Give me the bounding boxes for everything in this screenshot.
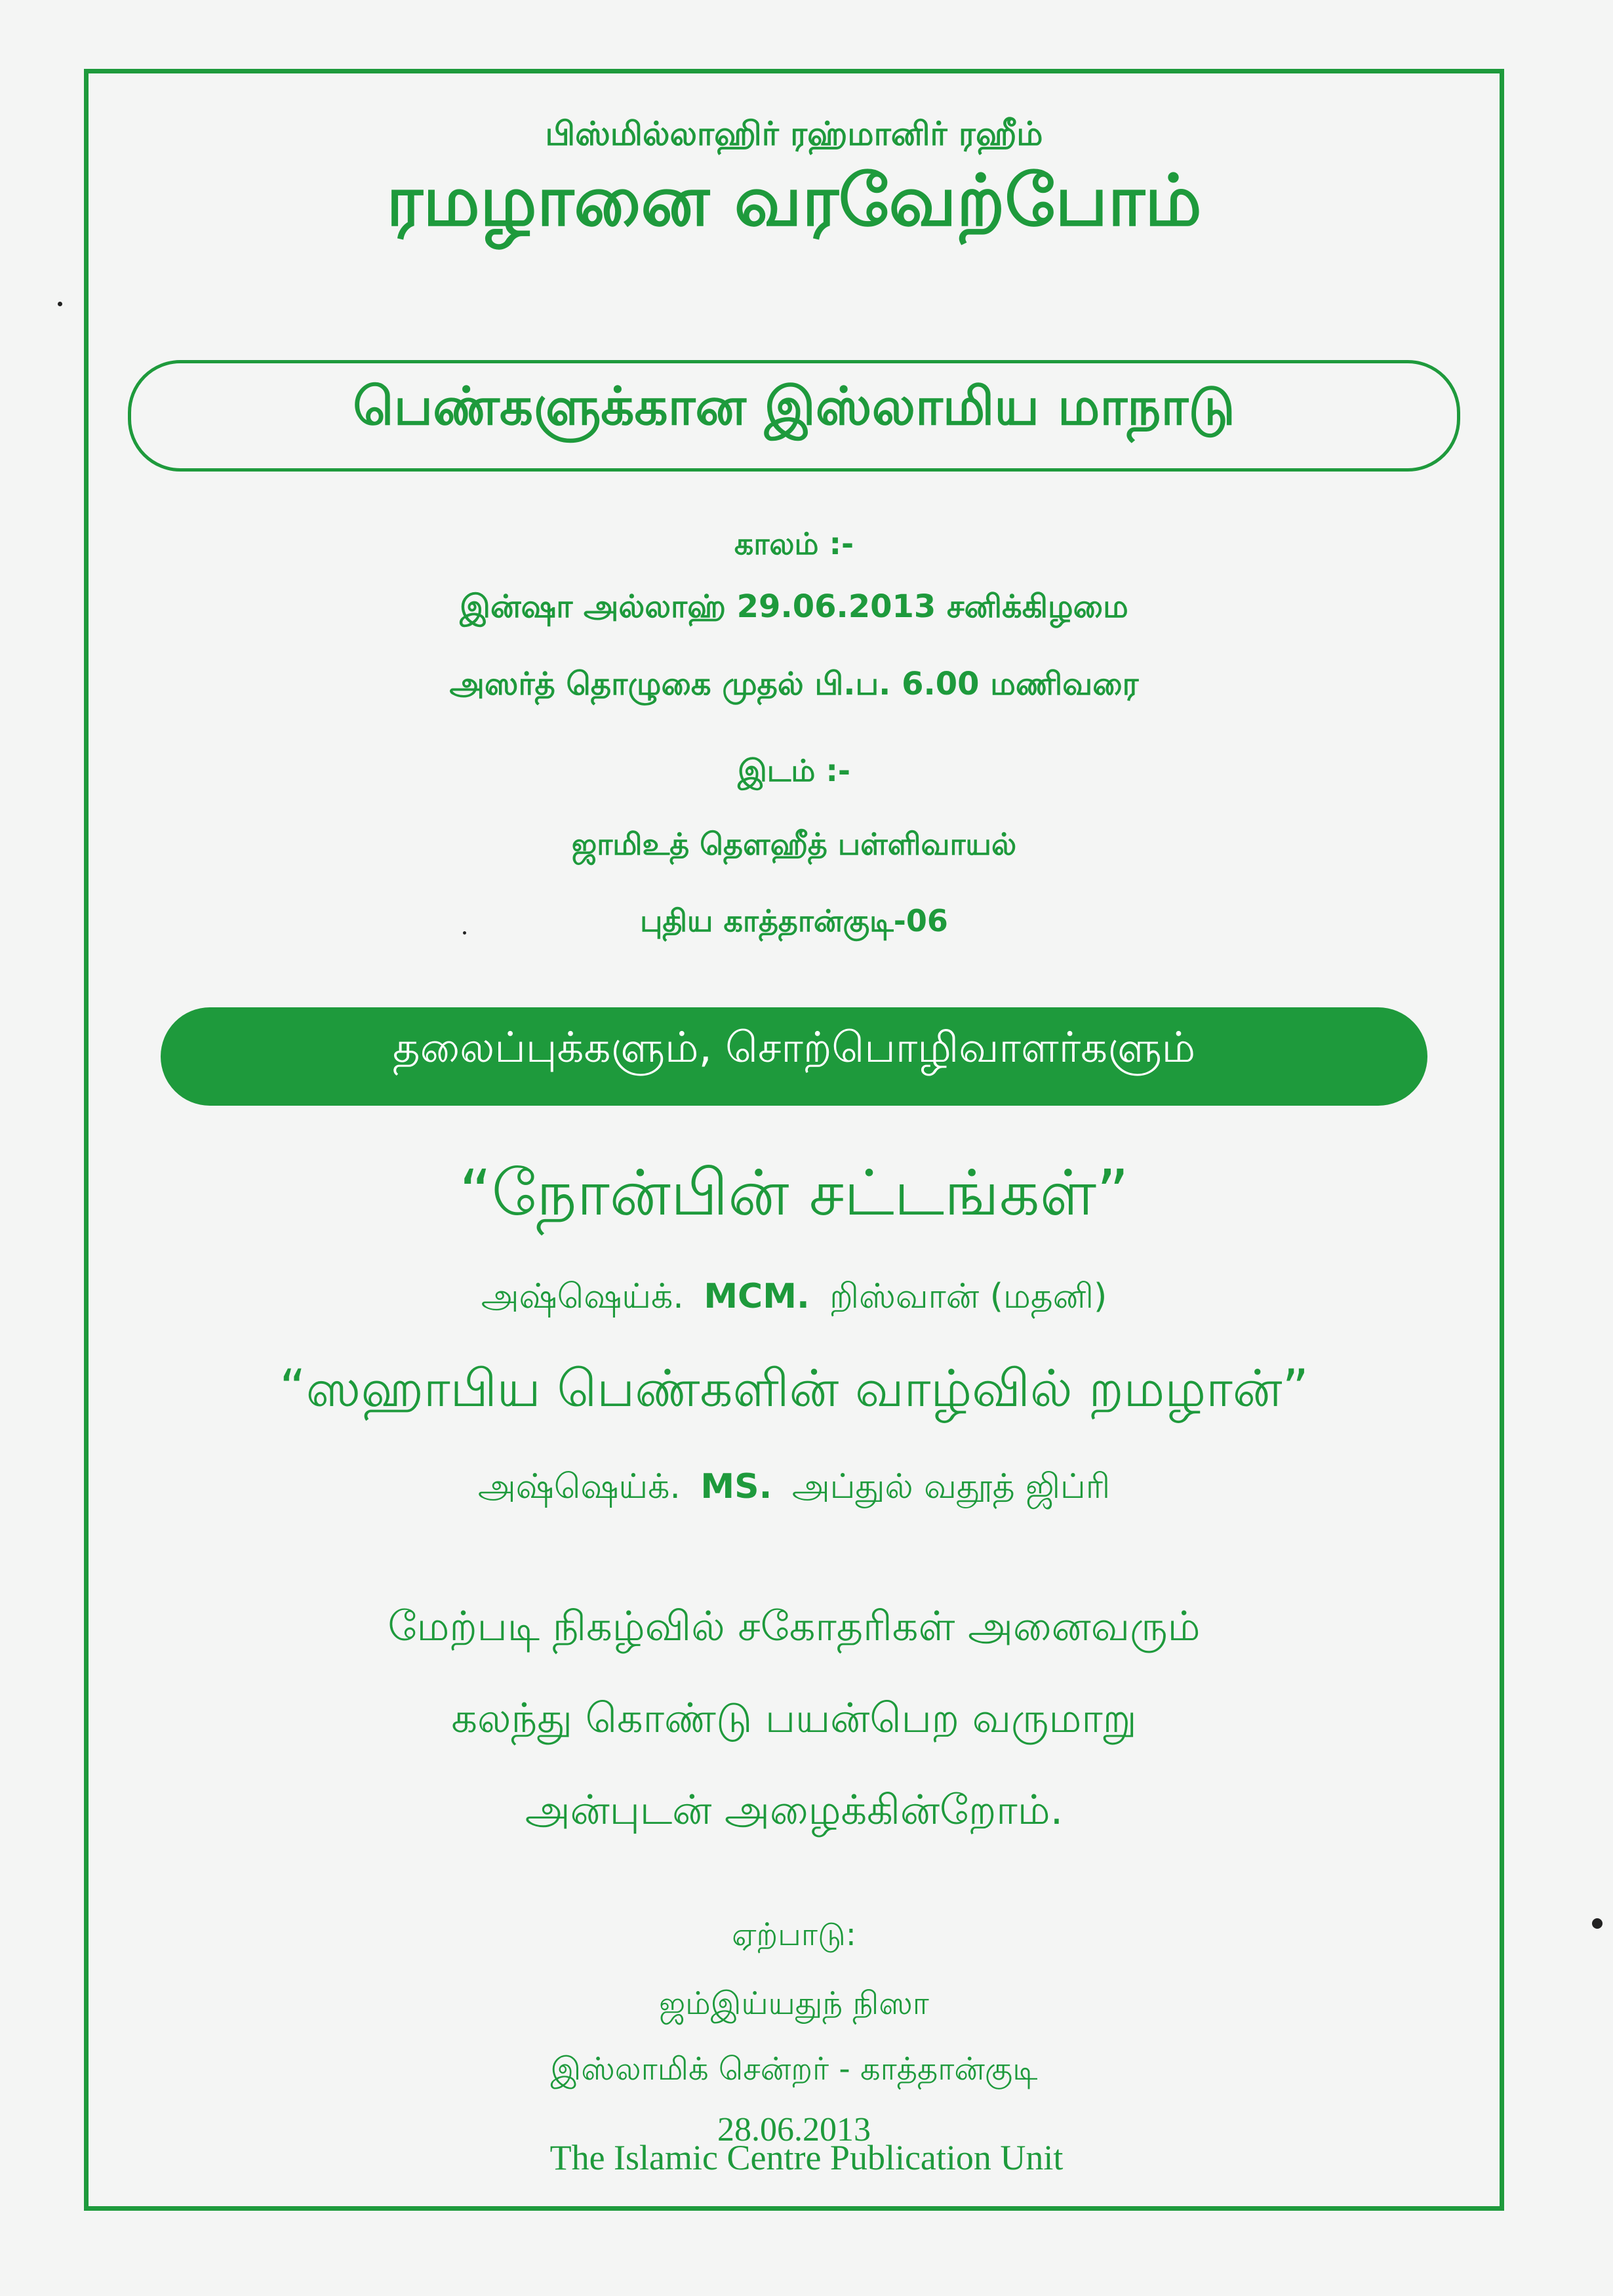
organizer-label: ஏற்பாடு:	[732, 1916, 856, 1953]
bismillah-line: பிஸ்மில்லாஹிர் ரஹ்மானிர் ரஹீம்	[545, 115, 1043, 153]
date-line: இன்ஷா அல்லாஹ் 29.06.2013 சனிக்கிழமை	[460, 588, 1128, 625]
speaker-name: அப்துல் வதூத் ஜிப்ரி	[791, 1467, 1111, 1506]
venue-line-2: புதிய காத்தான்குடி-06	[640, 903, 948, 938]
publisher-footer: The Islamic Centre Publication Unit	[549, 2138, 1064, 2177]
paper-speck	[1592, 1918, 1603, 1929]
topic-title-2: “ஸஹாபிய பெண்களின் வாழ்வில் றமழான்”	[279, 1359, 1309, 1419]
document-border	[84, 69, 1504, 2211]
organizer-date: 28.06.2013	[717, 2111, 871, 2148]
conference-subtitle: பெண்களுக்கான இஸ்லாமிய மாநாடு	[353, 376, 1235, 437]
invitation-line-1: மேற்படி நிகழ்வில் சகோதரிகள் அனைவரும்	[388, 1602, 1201, 1650]
topic-title-1: “நோன்பின் சட்டங்கள்”	[459, 1156, 1129, 1230]
paper-speck	[58, 302, 62, 306]
paper-speck	[463, 931, 466, 935]
topics-heading: தலைப்புக்களும், சொற்பொழிவாளர்களும்	[392, 1024, 1196, 1072]
organizer-name: ஜம்இய்யதுந் நிஸா	[659, 1985, 929, 2022]
speaker-prefix: அஷ்ஷெய்க்.	[481, 1277, 684, 1316]
page-title: ரமழானை வரவேற்போம்	[386, 160, 1202, 242]
venue-line-1: ஜாமிஉத் தௌஹீத் பள்ளிவாயல்	[571, 826, 1017, 862]
organizer-org: இஸ்லாமிக் சென்றர் - காத்தான்குடி	[550, 2051, 1038, 2087]
time-label: காலம் :-	[734, 526, 854, 561]
speaker-prefix: அஷ்ஷெய்க்.	[477, 1467, 681, 1506]
speaker-name: றிஸ்வான் (மதனி)	[829, 1277, 1107, 1316]
speaker-line-2	[89, 1466, 1500, 1507]
place-label: இடம் :-	[738, 753, 850, 788]
time-line: அஸர்த் தொழுகை முதல் பி.ப. 6.00 மணிவரை	[449, 666, 1139, 702]
speaker-initials: MCM.	[704, 1277, 810, 1316]
invitation-line-3: அன்புடன் அழைக்கின்றோம்.	[525, 1786, 1064, 1834]
speaker-line-1	[89, 1276, 1500, 1317]
speaker-initials: MS.	[700, 1467, 772, 1506]
invitation-line-2: கலந்து கொண்டு பயன்பெற வருமாறு	[451, 1694, 1137, 1742]
